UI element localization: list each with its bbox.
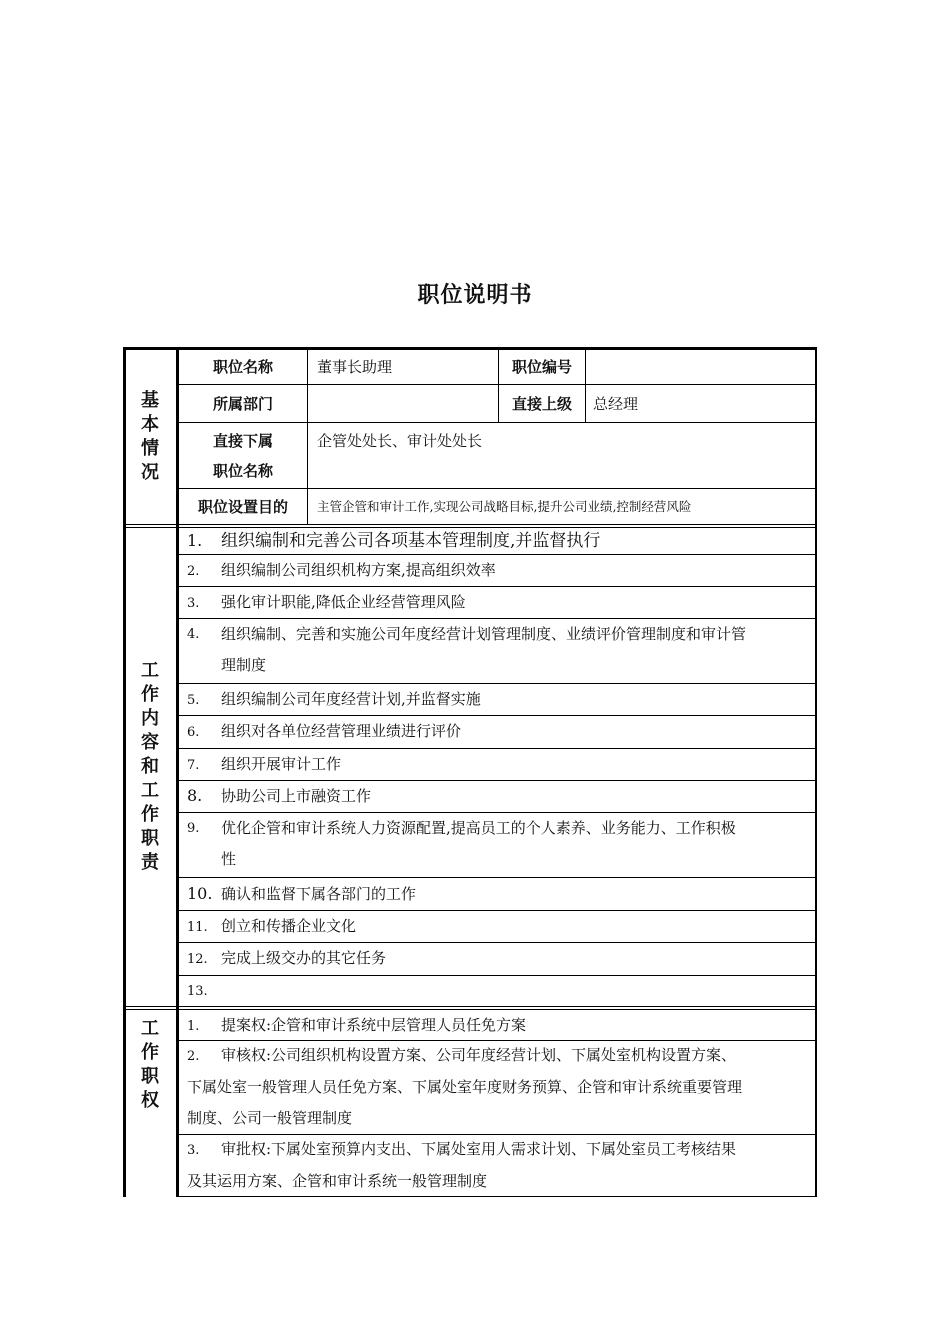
duty-item-5: 5. 组织编制公司年度经营计划,并监督实施	[187, 690, 481, 708]
duty-item-8: 8. 协助公司上市融资工作	[187, 786, 372, 805]
duty-item-11: 11. 创立和传播企业文化	[187, 917, 357, 935]
duty-item-3: 3. 强化审计职能,降低企业经营管理风险	[187, 593, 466, 611]
duty-item-13: 13.	[187, 984, 208, 999]
duty-item-7: 7. 组织开展审计工作	[187, 755, 342, 773]
position-name-label: 职位名称	[212, 358, 273, 376]
section-basic-label: 基 本 情 况	[141, 390, 159, 483]
position-name-value: 董事长助理	[317, 358, 393, 376]
job-description-table	[123, 347, 817, 1197]
authority-item-3: 3. 审批权:下属处室预算内支出、下属处室用人需求计划、下属处室员工考核结果 及其运用方案、企管和审计系统一般管理制度	[187, 1140, 737, 1190]
department-label: 所属部门	[212, 395, 273, 413]
duty-item-1: 1. 组织编制和完善公司各项基本管理制度,并监督执行	[187, 531, 601, 551]
duty-item-12: 12. 完成上级交办的其它任务	[187, 949, 387, 967]
authority-item-1: 1. 提案权:企管和审计系统中层管理人员任免方案	[187, 1016, 527, 1034]
direct-superior-label: 直接上级	[511, 395, 572, 413]
duty-item-6: 6. 组织对各单位经营管理业绩进行评价	[187, 722, 462, 740]
direct-superior-value: 总经理	[593, 395, 639, 413]
duty-item-9: 9. 优化企管和审计系统人力资源配置,提高员工的个人素养、业务能力、工作积极 性	[187, 819, 736, 868]
subordinates-value: 企管处处长、审计处处长	[317, 432, 483, 450]
purpose-value: 主管企管和审计工作,实现公司战略目标,提升公司业绩,控制经营风险	[317, 499, 692, 514]
table-top-border	[123, 347, 817, 350]
section-authority-label: 工 作 职 权	[141, 1018, 159, 1111]
duty-item-10: 10. 确认和监督下属各部门的工作	[187, 884, 417, 903]
position-code-label: 职位编号	[511, 358, 572, 376]
purpose-label: 职位设置目的	[197, 498, 288, 516]
section-duties-label: 工 作 内 容 和 工 作 职 责	[141, 660, 159, 873]
page-title: 职位说明书	[417, 283, 533, 308]
authority-item-2: 2. 审核权:公司组织机构设置方案、公司年度经营计划、下属处室机构设置方案、 下属处室一般管理人员任免方案、下属处室年度财务预算、企管和审计系统重要管理 制度、公司一般管理制度	[187, 1046, 743, 1127]
duty-item-2: 2. 组织编制公司组织机构方案,提高组织效率	[187, 561, 496, 579]
duty-item-4: 4. 组织编制、完善和实施公司年度经营计划管理制度、业绩评价管理制度和审计管 理制度	[187, 625, 747, 674]
subordinate-label: 直接下属 职位名称	[212, 432, 273, 480]
